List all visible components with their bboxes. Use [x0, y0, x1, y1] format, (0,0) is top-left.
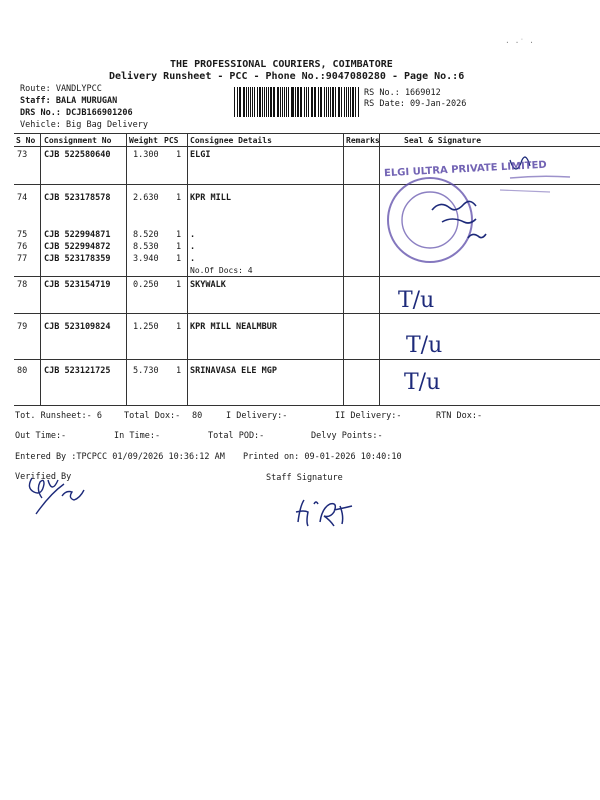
barcode-bar — [264, 87, 265, 117]
table-row-weight: 5.730 — [133, 366, 159, 376]
table-row-consignment: CJB 522994871 — [44, 230, 111, 240]
entered-by: Entered By :TPCPCC 01/09/2026 10:36:12 AM — [15, 452, 225, 462]
barcode-bar — [286, 87, 287, 117]
col-header-weight: Weight — [129, 136, 158, 145]
barcode-bar — [330, 87, 331, 117]
barcode-bar — [250, 87, 251, 117]
barcode-bar — [291, 87, 292, 117]
table-row-consignment: CJB 523154719 — [44, 280, 111, 290]
table-row-sno: 76 — [17, 242, 28, 252]
barcode-bar — [266, 87, 267, 117]
table-row-consignment: CJB 523109824 — [44, 322, 111, 332]
barcode-bar — [304, 87, 305, 117]
table-row-weight: 8.520 — [133, 230, 159, 240]
drs-label: DRS No.: DCJB166901206 — [20, 108, 133, 118]
barcode-bar — [324, 87, 325, 117]
handwritten-tu-mark: T/u — [406, 333, 443, 358]
table-row-sno: 77 — [17, 254, 28, 264]
table-row-pcs: 1 — [176, 254, 182, 264]
barcode-bar — [243, 87, 245, 117]
table-row-pcs: 1 — [176, 242, 182, 252]
rtn-dox: RTN Dox:- — [436, 411, 483, 421]
col-divider — [343, 133, 344, 405]
barcode-bar — [312, 87, 313, 117]
barcode — [234, 87, 360, 117]
barcode-bar — [239, 87, 240, 117]
table-row-weight: 1.300 — [133, 150, 159, 160]
table-row-sno: 79 — [17, 322, 28, 332]
table-row-consignment: CJB 523121725 — [44, 366, 111, 376]
col-divider — [126, 133, 127, 405]
barcode-bar — [246, 87, 247, 117]
table-row-consignment: CJB 522994872 — [44, 242, 111, 252]
barcode-bar — [262, 87, 263, 117]
row-border — [14, 313, 600, 314]
table-row-sno: 73 — [17, 150, 28, 160]
barcode-bar — [257, 87, 258, 117]
barcode-bar — [295, 87, 296, 117]
table-row-weight: 8.530 — [133, 242, 159, 252]
staff-signature — [290, 492, 360, 532]
barcode-bar — [344, 87, 345, 117]
barcode-bar — [300, 87, 301, 117]
table-row-pcs: 1 — [176, 280, 182, 290]
barcode-bar — [280, 87, 281, 117]
col-header-seal: Seal & Signature — [404, 136, 482, 145]
table-row-pcs: 1 — [176, 150, 182, 160]
barcode-bar — [254, 87, 255, 117]
barcode-bar — [288, 87, 289, 117]
delvy-points: Delvy Points:- — [311, 431, 383, 441]
barcode-bar — [338, 87, 339, 117]
table-row-consignee: . — [190, 254, 196, 264]
barcode-bar — [274, 87, 275, 117]
col-header-sno: S No — [16, 136, 36, 145]
table-row-sno: 80 — [17, 366, 28, 376]
barcode-bar — [320, 87, 321, 117]
route-label: Route: VANDLYPCC — [20, 84, 102, 94]
barcode-bar — [352, 87, 354, 117]
barcode-bar — [284, 87, 285, 117]
table-bottom-border — [14, 405, 600, 406]
tot-runsheet: Tot. Runsheet:- 6 — [15, 411, 102, 421]
col-header-consignment: Consignment No — [44, 136, 112, 145]
table-top-border — [14, 133, 600, 134]
barcode-bar — [350, 87, 351, 117]
barcode-bar — [332, 87, 334, 117]
total-pod: Total POD:- — [208, 431, 265, 441]
scanner-marks: · ·˙ · — [505, 38, 534, 47]
rs-date: RS Date: 09-Jan-2026 — [364, 99, 467, 109]
barcode-bar — [358, 87, 359, 117]
table-row-consignee: . — [190, 242, 196, 252]
barcode-bar — [346, 87, 347, 117]
handwritten-tu-mark: T/u — [398, 288, 435, 313]
barcode-bar — [321, 87, 322, 117]
barcode-bar — [268, 87, 269, 117]
barcode-bar — [335, 87, 336, 117]
table-row-weight: 0.250 — [133, 280, 159, 290]
total-dox-label: Total Dox:- — [124, 411, 181, 421]
table-row-pcs: 1 — [176, 322, 182, 332]
i-delivery: I Delivery:- — [226, 411, 288, 421]
barcode-bar — [301, 87, 302, 117]
total-dox-value: 80 — [192, 411, 203, 421]
table-row-weight: 3.940 — [133, 254, 159, 264]
staff-signature-label: Staff Signature — [266, 473, 343, 483]
barcode-bar — [270, 87, 271, 117]
table-row-pcs: 1 — [176, 230, 182, 240]
barcode-bar — [339, 87, 340, 117]
col-header-consignee: Consignee Details — [190, 136, 272, 145]
table-row-sno: 75 — [17, 230, 28, 240]
in-time: In Time:- — [114, 431, 161, 441]
company-title: THE PROFESSIONAL COURIERS, COIMBATORE — [170, 59, 393, 70]
table-row-consignment: CJB 523178359 — [44, 254, 111, 264]
barcode-bar — [306, 87, 307, 117]
table-row-pcs: 1 — [176, 366, 182, 376]
table-row-consignee: SKYWALK — [190, 280, 226, 290]
table-row-consignee: KPR MILL NEALMBUR — [190, 322, 277, 332]
table-row-sno: 74 — [17, 193, 28, 203]
rs-number: RS No.: 1669012 — [364, 88, 441, 98]
stamp-company-name: ELGI ULTRA PRIVATE LIMITED — [383, 159, 548, 180]
ii-delivery: II Delivery:- — [335, 411, 402, 421]
barcode-bar — [234, 87, 235, 117]
barcode-bar — [355, 87, 356, 117]
verified-by-label: Verified By — [15, 472, 72, 482]
barcode-bar — [248, 87, 249, 117]
barcode-bar — [240, 87, 241, 117]
barcode-bar — [328, 87, 329, 117]
col-divider — [40, 133, 41, 405]
barcode-bar — [237, 87, 238, 117]
row-border — [14, 359, 600, 360]
barcode-bar — [273, 87, 274, 117]
table-row-consignment: CJB 522580640 — [44, 150, 111, 160]
handwritten-tu-mark: T/u — [404, 370, 441, 395]
table-row-consignment: CJB 523178578 — [44, 193, 111, 203]
barcode-bar — [297, 87, 298, 117]
table-row-consignee: SRINAVASA ELE MGP — [190, 366, 277, 376]
barcode-bar — [348, 87, 349, 117]
barcode-bar — [311, 87, 312, 117]
col-divider — [187, 133, 188, 405]
barcode-bar — [341, 87, 342, 117]
barcode-bar — [282, 87, 283, 117]
barcode-bar — [326, 87, 327, 117]
table-row-consignee: KPR MILL — [190, 193, 231, 203]
no-of-docs: No.Of Docs: 4 — [190, 266, 253, 275]
barcode-bar — [318, 87, 319, 117]
table-header-border — [14, 146, 600, 147]
out-time: Out Time:- — [15, 431, 67, 441]
runsheet-subtitle: Delivery Runsheet - PCC - Phone No.:9047080280 - Page No.:6 — [109, 71, 465, 82]
staff-label: Staff: BALA MURUGAN — [20, 96, 118, 106]
printed-on: Printed on: 09-01-2026 10:40:10 — [243, 452, 402, 462]
barcode-bar — [292, 87, 294, 117]
barcode-bar — [314, 87, 316, 117]
table-row-consignee: ELGI — [190, 150, 211, 160]
table-row-weight: 2.630 — [133, 193, 159, 203]
table-row-weight: 1.250 — [133, 322, 159, 332]
barcode-bar — [259, 87, 261, 117]
col-header-remarks: Remarks — [346, 136, 380, 145]
barcode-bar — [277, 87, 279, 117]
verified-signature — [14, 470, 94, 520]
barcode-bar — [308, 87, 309, 117]
barcode-bar — [252, 87, 253, 117]
vehicle-label: Vehicle: Big Bag Delivery — [20, 120, 148, 130]
table-row-sno: 78 — [17, 280, 28, 290]
table-row-pcs: 1 — [176, 193, 182, 203]
table-row-consignee: . — [190, 230, 196, 240]
col-header-pcs: PCS — [164, 136, 179, 145]
